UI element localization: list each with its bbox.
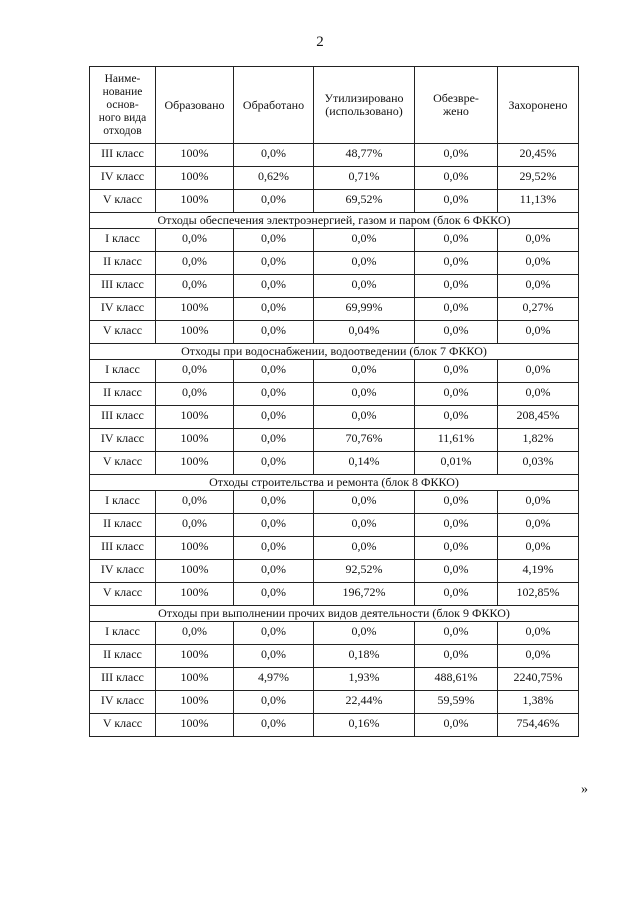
cell-neutralized: 0,0% <box>415 167 498 190</box>
header-neutralized <box>415 67 498 144</box>
cell-neutralized: 0,0% <box>415 383 498 406</box>
cell-buried: 0,03% <box>498 452 579 475</box>
cell-buried: 0,0% <box>498 537 579 560</box>
section-title: Отходы обеспечения электроэнергией, газом и паром (блок 6 ФККО) <box>90 213 579 229</box>
cell-processed: 0,0% <box>234 190 314 213</box>
cell-processed: 4,97% <box>234 668 314 691</box>
cell-neutralized: 0,0% <box>415 144 498 167</box>
header-utilized <box>314 67 415 144</box>
table-row <box>90 452 579 475</box>
table-row <box>90 144 579 167</box>
cell-neutralized: 0,0% <box>415 645 498 668</box>
cell-buried: 1,82% <box>498 429 579 452</box>
cell-buried: 1,38% <box>498 691 579 714</box>
cell-processed: 0,0% <box>234 691 314 714</box>
cell-generated: 100% <box>156 429 234 452</box>
cell-class: IV класс <box>90 691 156 714</box>
cell-processed: 0,62% <box>234 167 314 190</box>
cell-class: II класс <box>90 645 156 668</box>
page-number: 2 <box>316 34 324 50</box>
table-row <box>90 406 579 429</box>
cell-processed: 0,0% <box>234 144 314 167</box>
cell-generated: 0,0% <box>156 252 234 275</box>
cell-generated: 100% <box>156 668 234 691</box>
cell-generated: 0,0% <box>156 491 234 514</box>
cell-buried: 0,0% <box>498 321 579 344</box>
cell-utilized: 0,0% <box>314 229 415 252</box>
cell-buried: 102,85% <box>498 583 579 606</box>
cell-class: III класс <box>90 144 156 167</box>
cell-neutralized: 0,0% <box>415 229 498 252</box>
table-row <box>90 491 579 514</box>
cell-class: IV класс <box>90 298 156 321</box>
cell-class: II класс <box>90 514 156 537</box>
cell-class: V класс <box>90 321 156 344</box>
cell-utilized: 48,77% <box>314 144 415 167</box>
table-row <box>90 645 579 668</box>
header-label: Утилизировано (использовано) <box>324 91 404 118</box>
table-row <box>90 668 579 691</box>
cell-class: I класс <box>90 622 156 645</box>
cell-generated: 100% <box>156 298 234 321</box>
cell-utilized: 0,0% <box>314 360 415 383</box>
header-waste-type <box>90 67 156 144</box>
table-row <box>90 229 579 252</box>
cell-generated: 0,0% <box>156 229 234 252</box>
table-row <box>90 583 579 606</box>
table-header-row <box>90 67 579 144</box>
cell-neutralized: 11,61% <box>415 429 498 452</box>
header-processed <box>234 67 314 144</box>
cell-class: II класс <box>90 383 156 406</box>
cell-utilized: 0,0% <box>314 622 415 645</box>
cell-generated: 100% <box>156 321 234 344</box>
cell-processed: 0,0% <box>234 321 314 344</box>
cell-generated: 100% <box>156 645 234 668</box>
cell-generated: 0,0% <box>156 275 234 298</box>
header-label: Захоронено <box>508 97 568 112</box>
cell-generated: 100% <box>156 190 234 213</box>
cell-buried: 0,0% <box>498 275 579 298</box>
cell-processed: 0,0% <box>234 714 314 737</box>
table-row <box>90 298 579 321</box>
cell-neutralized: 0,01% <box>415 452 498 475</box>
cell-utilized: 69,99% <box>314 298 415 321</box>
table-row <box>90 622 579 645</box>
cell-generated: 0,0% <box>156 383 234 406</box>
cell-neutralized: 0,0% <box>415 714 498 737</box>
cell-buried: 29,52% <box>498 167 579 190</box>
waste-statistics-table <box>89 66 579 737</box>
cell-utilized: 0,71% <box>314 167 415 190</box>
cell-buried: 4,19% <box>498 560 579 583</box>
cell-class: V класс <box>90 190 156 213</box>
cell-generated: 0,0% <box>156 622 234 645</box>
cell-class: I класс <box>90 491 156 514</box>
cell-generated: 100% <box>156 714 234 737</box>
cell-utilized: 0,0% <box>314 491 415 514</box>
cell-buried: 0,27% <box>498 298 579 321</box>
header-buried <box>498 67 579 144</box>
table-row <box>90 691 579 714</box>
cell-neutralized: 0,0% <box>415 537 498 560</box>
cell-class: III класс <box>90 406 156 429</box>
cell-utilized: 0,0% <box>314 252 415 275</box>
cell-utilized: 0,04% <box>314 321 415 344</box>
cell-class: IV класс <box>90 167 156 190</box>
table-body <box>90 144 579 737</box>
table-row <box>90 514 579 537</box>
cell-buried: 208,45% <box>498 406 579 429</box>
cell-neutralized: 0,0% <box>415 252 498 275</box>
cell-buried: 0,0% <box>498 229 579 252</box>
cell-utilized: 0,0% <box>314 537 415 560</box>
cell-processed: 0,0% <box>234 491 314 514</box>
cell-utilized: 1,93% <box>314 668 415 691</box>
table-row <box>90 383 579 406</box>
section-row <box>90 475 579 491</box>
cell-processed: 0,0% <box>234 514 314 537</box>
cell-processed: 0,0% <box>234 229 314 252</box>
table-row <box>90 167 579 190</box>
cell-generated: 100% <box>156 583 234 606</box>
cell-utilized: 0,0% <box>314 383 415 406</box>
cell-processed: 0,0% <box>234 275 314 298</box>
cell-class: I класс <box>90 229 156 252</box>
table-row <box>90 429 579 452</box>
section-row <box>90 213 579 229</box>
cell-class: V класс <box>90 714 156 737</box>
cell-processed: 0,0% <box>234 406 314 429</box>
cell-buried: 0,0% <box>498 360 579 383</box>
cell-neutralized: 0,0% <box>415 560 498 583</box>
cell-processed: 0,0% <box>234 252 314 275</box>
cell-processed: 0,0% <box>234 645 314 668</box>
table-row <box>90 275 579 298</box>
cell-processed: 0,0% <box>234 583 314 606</box>
cell-neutralized: 0,0% <box>415 360 498 383</box>
cell-utilized: 70,76% <box>314 429 415 452</box>
cell-generated: 100% <box>156 691 234 714</box>
cell-buried: 0,0% <box>498 252 579 275</box>
cell-neutralized: 488,61% <box>415 668 498 691</box>
cell-neutralized: 0,0% <box>415 190 498 213</box>
cell-utilized: 0,0% <box>314 406 415 429</box>
cell-buried: 11,13% <box>498 190 579 213</box>
cell-buried: 0,0% <box>498 645 579 668</box>
section-title: Отходы при выполнении прочих видов деятельности (блок 9 ФККО) <box>90 606 579 622</box>
cell-utilized: 0,18% <box>314 645 415 668</box>
cell-neutralized: 0,0% <box>415 406 498 429</box>
cell-generated: 100% <box>156 406 234 429</box>
cell-generated: 0,0% <box>156 360 234 383</box>
cell-neutralized: 0,0% <box>415 514 498 537</box>
cell-buried: 0,0% <box>498 491 579 514</box>
table-row <box>90 190 579 213</box>
cell-class: III класс <box>90 275 156 298</box>
header-generated <box>156 67 234 144</box>
cell-generated: 100% <box>156 537 234 560</box>
section-title: Отходы строительства и ремонта (блок 8 ФККО) <box>90 475 579 491</box>
cell-generated: 100% <box>156 167 234 190</box>
cell-neutralized: 59,59% <box>415 691 498 714</box>
cell-class: IV класс <box>90 429 156 452</box>
cell-processed: 0,0% <box>234 560 314 583</box>
cell-processed: 0,0% <box>234 383 314 406</box>
header-label: Наиме- нование основ- ного вида отходов <box>98 72 147 137</box>
table-row <box>90 360 579 383</box>
cell-utilized: 196,72% <box>314 583 415 606</box>
cell-processed: 0,0% <box>234 622 314 645</box>
section-row <box>90 606 579 622</box>
cell-class: V класс <box>90 452 156 475</box>
header-label: Обработано <box>242 97 305 112</box>
cell-utilized: 92,52% <box>314 560 415 583</box>
cell-neutralized: 0,0% <box>415 491 498 514</box>
table-row <box>90 321 579 344</box>
cell-utilized: 0,0% <box>314 275 415 298</box>
cell-utilized: 22,44% <box>314 691 415 714</box>
cell-buried: 754,46% <box>498 714 579 737</box>
cell-class: III класс <box>90 537 156 560</box>
cell-buried: 0,0% <box>498 514 579 537</box>
cell-neutralized: 0,0% <box>415 275 498 298</box>
cell-generated: 0,0% <box>156 514 234 537</box>
cell-utilized: 69,52% <box>314 190 415 213</box>
header-label: Образовано <box>164 97 225 112</box>
cell-utilized: 0,16% <box>314 714 415 737</box>
cell-buried: 0,0% <box>498 622 579 645</box>
table-row <box>90 714 579 737</box>
cell-class: II класс <box>90 252 156 275</box>
cell-class: I класс <box>90 360 156 383</box>
cell-processed: 0,0% <box>234 298 314 321</box>
cell-buried: 2240,75% <box>498 668 579 691</box>
cell-neutralized: 0,0% <box>415 321 498 344</box>
table-row <box>90 537 579 560</box>
cell-buried: 20,45% <box>498 144 579 167</box>
cell-neutralized: 0,0% <box>415 298 498 321</box>
header-label: Обезвре- жено <box>433 91 479 118</box>
cell-class: V класс <box>90 583 156 606</box>
cell-buried: 0,0% <box>498 383 579 406</box>
cell-generated: 100% <box>156 560 234 583</box>
cell-utilized: 0,14% <box>314 452 415 475</box>
cell-generated: 100% <box>156 452 234 475</box>
cell-neutralized: 0,0% <box>415 622 498 645</box>
section-row <box>90 344 579 360</box>
cell-class: III класс <box>90 668 156 691</box>
closing-quote: » <box>581 782 588 797</box>
cell-processed: 0,0% <box>234 537 314 560</box>
table-row <box>90 252 579 275</box>
cell-processed: 0,0% <box>234 429 314 452</box>
section-title: Отходы при водоснабжении, водоотведении (блок 7 ФККО) <box>90 344 579 360</box>
cell-processed: 0,0% <box>234 452 314 475</box>
table-row <box>90 560 579 583</box>
cell-class: IV класс <box>90 560 156 583</box>
cell-neutralized: 0,0% <box>415 583 498 606</box>
cell-generated: 100% <box>156 144 234 167</box>
cell-processed: 0,0% <box>234 360 314 383</box>
cell-utilized: 0,0% <box>314 514 415 537</box>
